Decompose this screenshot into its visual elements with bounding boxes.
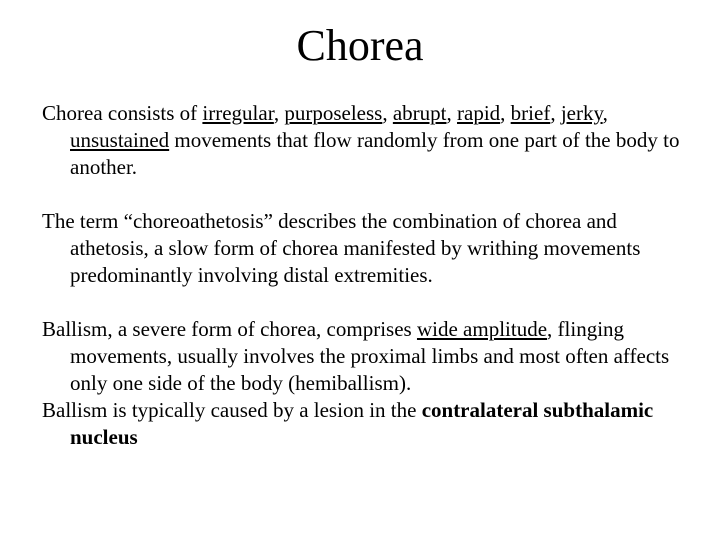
text: movements that flow randomly from one part of the body to another.	[70, 128, 680, 179]
text: ,	[446, 101, 458, 125]
text: ,	[500, 101, 511, 125]
paragraph-choreoathetosis: The term “choreoathetosis” describes the combination of chorea and athetosis, a slow form of chorea manifested by writhing movements predominantly involving distal extremities.	[42, 209, 641, 287]
underlined-term: brief	[510, 101, 551, 125]
underlined-term: jerky	[560, 101, 603, 125]
underlined-term: irregular	[202, 101, 274, 125]
text: , flinging movements, usually involves the proximal limbs and most often affects only one side of the body (hemiballism).	[70, 317, 670, 395]
underlined-term: rapid	[457, 101, 501, 125]
text: ,	[550, 101, 561, 125]
paragraph-chorea-definition	[42, 100, 682, 181]
text: ,	[273, 101, 285, 125]
text: ,	[602, 101, 608, 125]
text: Ballism is typically caused by a lesion in the	[42, 398, 422, 422]
text: Ballism, a severe form of chorea, comprises	[42, 317, 417, 341]
underlined-term: wide amplitude	[416, 317, 548, 341]
underlined-term: purposeless	[284, 101, 383, 125]
underlined-term: abrupt	[392, 101, 447, 125]
slide-title: Chorea	[296, 21, 424, 70]
paragraph-ballism-cause	[42, 397, 682, 451]
text: Chorea consists of	[42, 101, 203, 125]
underlined-term: unsustained	[70, 128, 170, 152]
slide-body	[42, 100, 682, 451]
bold-term: contralateral subthalamic nucleus	[70, 398, 654, 449]
text: ,	[382, 101, 393, 125]
paragraph-ballism	[42, 316, 682, 397]
